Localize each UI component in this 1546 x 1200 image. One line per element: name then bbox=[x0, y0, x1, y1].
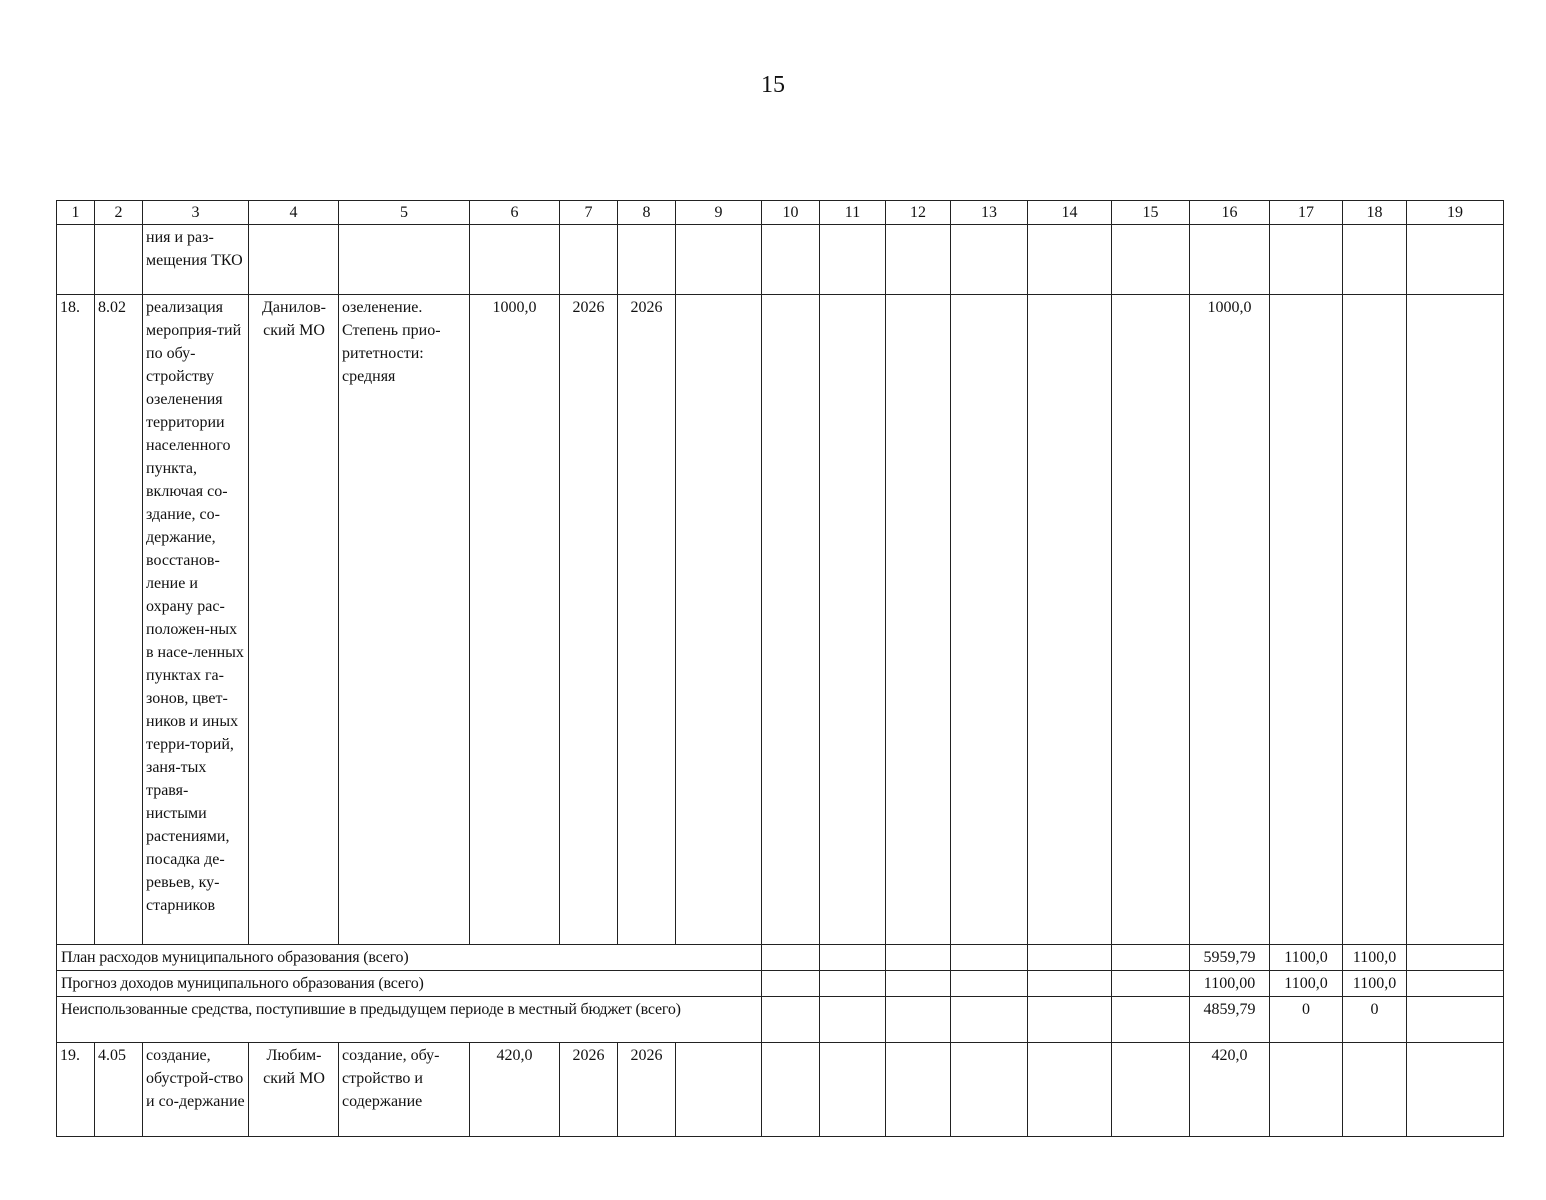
activity-cell: реализация мероприя-тий по обу-стройству озеленения территории населенного пункта, включая со-здание, со-держание, восстанов-ление и охрану рас-положен-ных в насе-ленных пунктах га-зонов, цвет-ников и иных терри-торий, заня-тых травя-нистыми растениями, посадка де-ревьев, ку-старников bbox=[143, 295, 249, 945]
municipality-cell: Любим-ский МО bbox=[249, 1043, 339, 1137]
plan-expenses-label: План расходов муниципального образования (всего) bbox=[57, 945, 762, 971]
unused-funds-row bbox=[57, 997, 1504, 1043]
row-number-cell: 19. bbox=[57, 1043, 95, 1137]
description-cell: создание, обу-стройство и содержание bbox=[339, 1043, 470, 1137]
column-header: 11 bbox=[820, 201, 886, 225]
end-year-cell: 2026 bbox=[618, 295, 676, 945]
plan-2028-cell: 1100,0 bbox=[1343, 945, 1407, 971]
table-row-continuation bbox=[57, 225, 1504, 295]
column-header: 15 bbox=[1112, 201, 1190, 225]
column-header: 13 bbox=[951, 201, 1028, 225]
column-header: 18 bbox=[1343, 201, 1407, 225]
column-header: 4 bbox=[249, 201, 339, 225]
forecast-2027-cell: 1100,0 bbox=[1270, 971, 1343, 997]
start-year-cell: 2026 bbox=[560, 295, 618, 945]
column-header: 5 bbox=[339, 201, 470, 225]
activity-cell: ния и раз-мещения ТКО bbox=[143, 225, 249, 295]
plan-2026-cell: 5959,79 bbox=[1190, 945, 1270, 971]
plan-expenses-row bbox=[57, 945, 1504, 971]
column-header: 2 bbox=[95, 201, 143, 225]
code-cell: 8.02 bbox=[95, 295, 143, 945]
column-header: 10 bbox=[762, 201, 820, 225]
unused-2027-cell: 0 bbox=[1270, 997, 1343, 1043]
code-cell: 4.05 bbox=[95, 1043, 143, 1137]
forecast-income-row bbox=[57, 971, 1504, 997]
column-header: 17 bbox=[1270, 201, 1343, 225]
table-row-19 bbox=[57, 1043, 1504, 1137]
column-header: 14 bbox=[1028, 201, 1112, 225]
table-row-18 bbox=[57, 295, 1504, 945]
row-number-cell: 18. bbox=[57, 295, 95, 945]
start-year-cell: 2026 bbox=[560, 1043, 618, 1137]
amount-2026-cell: 1000,0 bbox=[1190, 295, 1270, 945]
column-number-row bbox=[57, 201, 1504, 225]
municipality-cell: Данилов-ский МО bbox=[249, 295, 339, 945]
column-header: 9 bbox=[676, 201, 762, 225]
column-header: 6 bbox=[470, 201, 560, 225]
description-cell: озеленение. Степень прио-ритетности: средняя bbox=[339, 295, 470, 945]
forecast-2026-cell: 1100,00 bbox=[1190, 971, 1270, 997]
forecast-2028-cell: 1100,0 bbox=[1343, 971, 1407, 997]
column-header: 19 bbox=[1407, 201, 1504, 225]
budget-table bbox=[56, 200, 1504, 1137]
column-header: 3 bbox=[143, 201, 249, 225]
column-header: 7 bbox=[560, 201, 618, 225]
column-header: 8 bbox=[618, 201, 676, 225]
forecast-income-label: Прогноз доходов муниципального образования (всего) bbox=[57, 971, 762, 997]
unused-2028-cell: 0 bbox=[1343, 997, 1407, 1043]
end-year-cell: 2026 bbox=[618, 1043, 676, 1137]
activity-cell: создание, обустрой-ство и со-держание bbox=[143, 1043, 249, 1137]
column-header: 1 bbox=[57, 201, 95, 225]
amount-cell: 1000,0 bbox=[470, 295, 560, 945]
amount-cell: 420,0 bbox=[470, 1043, 560, 1137]
unused-2026-cell: 4859,79 bbox=[1190, 997, 1270, 1043]
column-header: 16 bbox=[1190, 201, 1270, 225]
column-header: 12 bbox=[886, 201, 951, 225]
page-number: 15 bbox=[761, 72, 785, 98]
plan-2027-cell: 1100,0 bbox=[1270, 945, 1343, 971]
amount-2026-cell: 420,0 bbox=[1190, 1043, 1270, 1137]
unused-funds-label: Неиспользованные средства, поступившие в предыдущем периоде в местный бюджет (всего) bbox=[57, 997, 762, 1043]
